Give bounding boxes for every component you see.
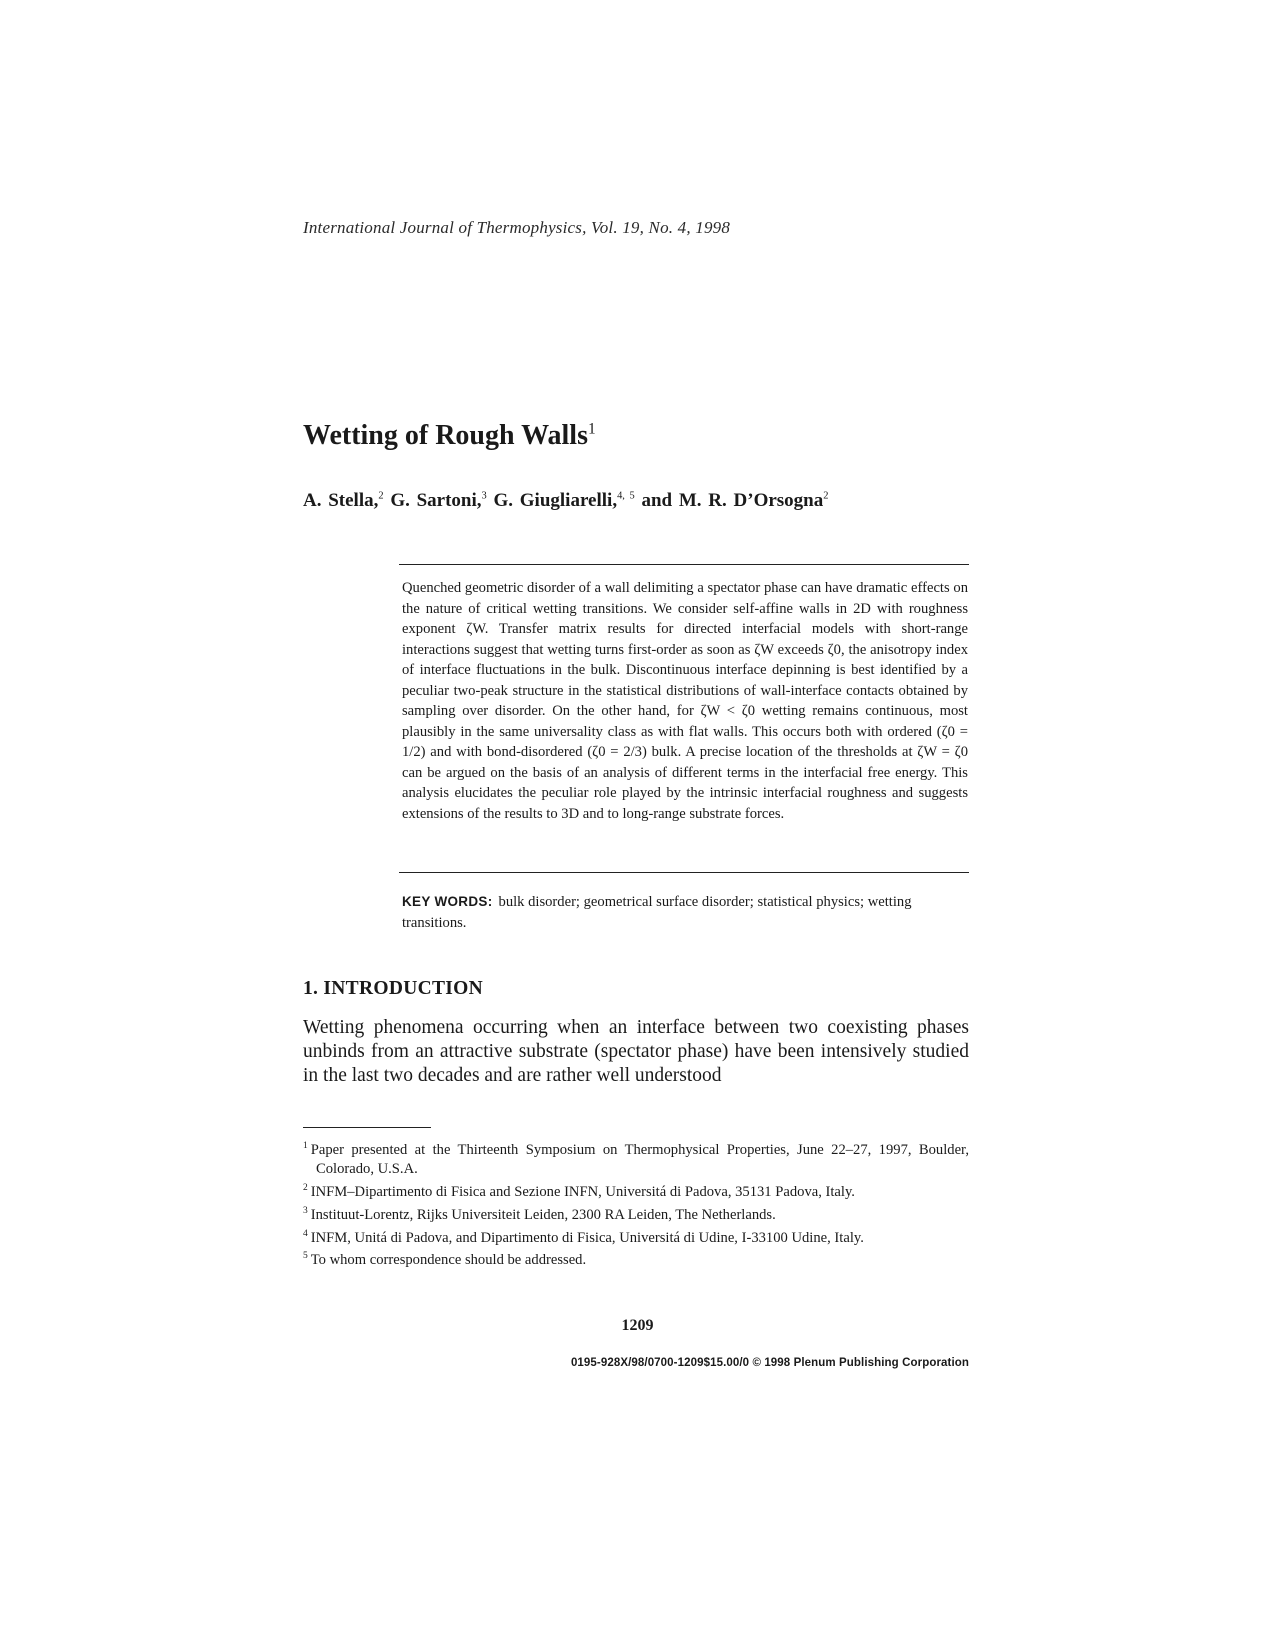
footnote-text: Paper presented at the Thirteenth Symposium on Thermophysical Properties, June 22–27, 1997, Boulder, Colorado, U.S.A.: [310, 1141, 969, 1177]
keywords: [402, 892, 968, 933]
footnote-mark: 2: [303, 1182, 308, 1193]
journal-citation: International Journal of Thermophysics, Vol. 19, No. 4, 1998: [303, 218, 731, 237]
footnote: [303, 1247, 969, 1270]
page-number: 1209: [621, 1317, 654, 1334]
author-affiliation-mark: 2: [823, 490, 829, 502]
footnote-list: [303, 1137, 969, 1270]
author-list: [303, 490, 828, 512]
footnote-text: Instituut-Lorentz, Rijks Universiteit Leiden, 2300 RA Leiden, The Netherlands.: [310, 1206, 776, 1223]
abstract-bottom-rule: [399, 872, 969, 873]
footnote-mark: 1: [303, 1141, 308, 1151]
footnote-text: INFM, Unitá di Padova, and Dipartimento di Fisica, Universitá di Udine, I-33100 Udine, Italy.: [310, 1229, 864, 1246]
footnote-text: INFM–Dipartimento di Fisica and Sezione INFN, Universitá di Padova, 35131 Padova, Italy.: [310, 1183, 855, 1200]
footnote-mark: 3: [303, 1205, 308, 1216]
footnote: [303, 1225, 969, 1248]
author-affiliation-mark: 3: [481, 490, 487, 502]
copyright-line: 0195-928X/98/0700-1209$15.00/0 © 1998 Plenum Publishing Corporation: [570, 1357, 969, 1369]
footnote-mark: 5: [303, 1251, 308, 1262]
introduction-paragraph: Wetting phenomena occurring when an interface between two coexisting phases unbinds from an attractive substrate (spectator phase) have been intensively studied in the last two decades and are rather well understood: [303, 1017, 969, 1086]
author: A. Stella,: [303, 490, 379, 511]
author: and M. R. D’Orsogna: [641, 490, 824, 511]
author-affiliation-mark: 4, 5: [617, 490, 635, 502]
author: G. Giugliarelli,: [493, 490, 618, 511]
paper-title-text: Wetting of Rough Walls: [303, 420, 588, 451]
footnote-text: To whom correspondence should be addressed.: [310, 1252, 587, 1269]
footnote-rule: [303, 1127, 431, 1128]
footnote: [303, 1137, 969, 1179]
abstract-top-rule: [399, 564, 969, 565]
section-heading-introduction: 1. INTRODUCTION: [303, 978, 484, 999]
author: G. Sartoni,: [390, 490, 482, 511]
footnote: [303, 1179, 969, 1202]
paper-title: [303, 420, 596, 452]
footnote-mark: 4: [303, 1228, 308, 1239]
abstract-text: Quenched geometric disorder of a wall delimiting a spectator phase can have dramatic effects on the nature of critical wetting transitions. We consider self-affine walls in 2D with roughness exponent ζW. Transfer matrix results for directed interfacial models with short-range interactions suggest that wetting turns first-order as soon as ζW exceeds ζ0, the anisotropy index of interface fluctuations in the bulk. Discontinuous interface depinning is best identified by a peculiar two-peak structure in the statistical distributions of wall-interface contacts obtained by sampling over disorder. On the other hand, for ζW < ζ0 wetting remains continuous, most plausibly in the same universality class as with flat walls. This occurs both with ordered (ζ0 = 1/2) and with bond-disordered (ζ0 = 2/3) bulk. A precise location of the thresholds at ζW = ζ0 can be argued on the basis of an analysis of different terms in the interfacial free energy. This analysis elucidates the peculiar role played by the intrinsic interfacial roughness and suggests extensions of the results to 3D and to long-range substrate forces.: [402, 580, 968, 822]
title-footnote-mark: 1: [587, 420, 596, 438]
footnote: [303, 1202, 969, 1225]
author-affiliation-mark: 2: [378, 490, 384, 502]
keywords-text: bulk disorder; geometrical surface disorder; statistical physics; wetting transitions.: [402, 894, 912, 931]
keywords-label: KEY WORDS:: [402, 894, 493, 909]
